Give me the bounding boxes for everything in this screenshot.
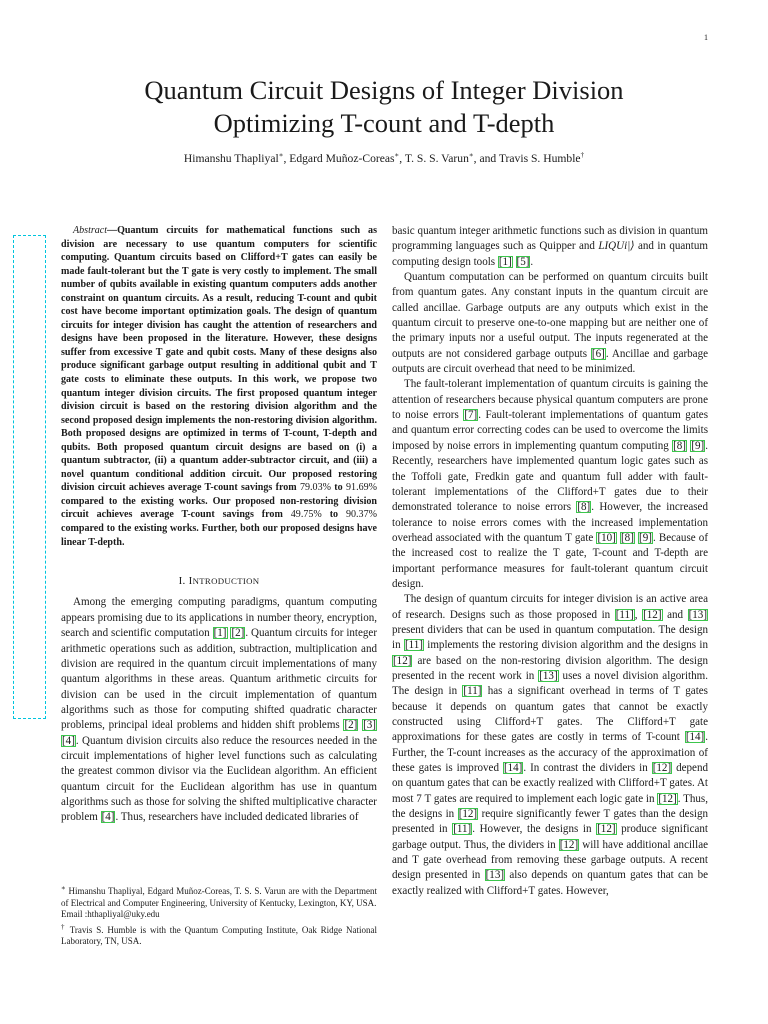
abstract-text-4: to: [321, 509, 346, 521]
citation-link[interactable]: [13]: [485, 869, 505, 882]
body-text: . Because of the increased cost to realize the T gate, T-count and T-depth are important performance measures for fault-tolerant quantum circuit design.: [392, 531, 708, 590]
body-text: produce significant garbage output. Thus, the dividers in: [392, 823, 708, 851]
citation-link[interactable]: [1]: [213, 627, 227, 640]
footnotes: [61, 883, 377, 948]
author-1: Himanshu Thapliyal: [183, 151, 279, 165]
section-title-rest: NTRODUCTION: [192, 576, 260, 587]
citation-link[interactable]: [11]: [615, 608, 634, 621]
body-text: has a significant overhead in terms of T gates because it depends on quantum gates that cannot be exactly constructed using Clifford+T gates. The Clifford+T gate approximations for these gates are costly in terms of T-count: [392, 685, 708, 744]
right-column: [392, 224, 708, 899]
body-paragraph-3: [392, 377, 708, 592]
abstract-label: Abstract: [73, 225, 108, 236]
section-heading-introduction: [61, 574, 377, 589]
author-1-mark: ∗: [278, 151, 284, 159]
body-text: will have additional ancillae and T gate overhead from removing these garbage outputs. A recent design presented in: [392, 838, 708, 882]
citation-link[interactable]: [3]: [363, 719, 376, 732]
body-text: The design of quantum circuits for integer division is an active area of research. Designs such as those proposed in: [392, 593, 708, 621]
body-text: require significantly fewer T gates than the design presented in: [392, 808, 708, 836]
intro-text: . Quantum division circuits also reduce the resources needed in the circuit implementations of higher level functions such as calculating the greatest common divisor via the Euclidean algorithm. An efficient quantum circuit for the Euclidean algorithm has use in quantum algorithms such as those for solving the shifted multiplicative character problem: [61, 734, 377, 824]
body-text: also depends on quantum gates that can be exactly realized with Clifford+T gates. However,: [392, 869, 709, 897]
body-text: . Further, the T-count increases as the accuracy of the approximation of these gates is improved: [392, 731, 708, 775]
citation-link[interactable]: [12]: [597, 823, 616, 836]
liquid-name: LIQUi|⟩: [598, 240, 635, 253]
intro-text: Among the emerging computing paradigms, quantum computing appears promising due to its applications in number theory, encryption, search and scientific computation: [61, 596, 377, 640]
author-3: , T. S. S. Varun: [399, 151, 469, 165]
citation-link[interactable]: [10]: [597, 531, 616, 544]
body-text: and in quantum computing design tools: [392, 240, 708, 268]
tcount-value-1: 79.03%: [299, 482, 331, 494]
citation-link[interactable]: [8]: [621, 531, 634, 544]
citation-link[interactable]: [9]: [691, 439, 705, 452]
title-line-2: Optimizing T-count and T-depth: [213, 108, 555, 138]
tcount-value-2: 91.69%: [346, 482, 377, 494]
page-number: 1: [704, 33, 708, 42]
body-text: . Ancillae and garbage outputs are circuit overhead that need to be minimized.: [392, 347, 709, 376]
title-line-1: Quantum Circuit Designs of Integer Division: [144, 75, 624, 105]
citation-link[interactable]: [11]: [453, 823, 472, 836]
body-text: . In contrast the dividers in: [523, 762, 652, 775]
author-4-mark: †: [580, 151, 585, 159]
citation-link[interactable]: [14]: [685, 731, 705, 744]
author-list: [60, 151, 708, 165]
body-text: ,: [634, 608, 643, 621]
citation-link[interactable]: [6]: [591, 347, 605, 360]
citation-link[interactable]: [8]: [673, 439, 686, 452]
body-text: implements the restoring division algorithm and the designs in: [423, 639, 708, 652]
citation-link[interactable]: [2]: [231, 627, 245, 640]
tcount-value-4: 90.37%: [346, 509, 377, 521]
body-text: depend on quantum gates that can be exactly realized with Clifford+T gates. At most 7 T gates are required to implement each logic gate in: [392, 762, 708, 805]
citation-link[interactable]: [8]: [577, 501, 591, 514]
body-text: uses a novel division algorithm. The design in: [392, 669, 709, 698]
citation-link[interactable]: [12]: [643, 608, 662, 621]
body-paragraph-1: [392, 224, 708, 270]
citation-link[interactable]: [13]: [688, 608, 707, 621]
footnote-2-mark: †: [61, 922, 67, 931]
citation-link[interactable]: [5]: [516, 255, 530, 268]
author-2-mark: ∗: [394, 151, 400, 159]
left-column: [61, 224, 377, 826]
citation-link[interactable]: [12]: [652, 762, 672, 775]
citation-link[interactable]: [11]: [463, 685, 482, 698]
tcount-value-3: 49.75%: [290, 509, 322, 521]
abstract: [61, 224, 377, 549]
citation-link[interactable]: [12]: [393, 654, 412, 667]
body-text: .: [530, 255, 534, 268]
body-text: . Thus, the designs in: [392, 792, 708, 821]
body-text: and: [662, 608, 688, 621]
citation-link[interactable]: [12]: [458, 808, 478, 821]
footnote-1-mark: ∗: [61, 884, 66, 892]
citation-link[interactable]: [13]: [539, 669, 558, 682]
abstract-text-1: —Quantum circuits for mathematical functions such as division are necessary to use quantum computers for scientific computing. Quantum circuits based on Clifford+T gates can easily be made fault-tolerant but the T gate is very costly to implement. The small number of qubits available in existing quantum computers adds another constraint on quantum circuits. As a result, reducing T-count and qubit cost have become important optimization goals. The design of quantum circuits for integer division has caught the attention of researchers and designs have been proposed in the literature. However, these designs suffer from excessive T gate and qubit costs. Many of these designs also produce significant garbage output resulting in additional qubit and T gate costs to eliminate these outputs. In this work, we propose two quantum integer division circuits. The first proposed quantum integer division circuit is based on the restoring division algorithm and the second proposed design implements the non-restoring division algorithm. Both proposed designs are optimized in terms of T-count, T-depth and qubits. Both proposed quantum circuit designs are based on (i) a quantum subtractor, (ii) a quantum adder-subtractor circuit, and (iii) a novel quantum conditional addition circuit. Our proposed restoring division circuit achieves average T-count savings from: [61, 225, 377, 494]
citation-link[interactable]: [7]: [464, 409, 478, 422]
abstract-text-5: compared to the existing works. Further, both our proposed designs have linear T-depth.: [61, 523, 377, 548]
body-paragraph-4: [392, 592, 708, 899]
section-numeral: I. I: [178, 575, 193, 588]
body-text: . Recently, researchers have implemented quantum logic gates such as the Toffoli gate, Fredkin gate and quantum full adder with fault-tolerant implementations of the Clifford+T gates due to their demonstrated tolerance to noise errors: [392, 439, 708, 514]
abstract-text-2: to: [330, 482, 347, 494]
citation-link[interactable]: [4]: [101, 811, 115, 824]
citation-link[interactable]: [14]: [503, 762, 523, 775]
body-text: are based on the non-restoring division algorithm. The design presented in the recent work in: [392, 654, 708, 682]
paper-title: [60, 74, 708, 140]
author-2: , Edgard Muñoz-Coreas: [283, 151, 395, 165]
author-3-mark: ∗: [468, 151, 474, 159]
footnote-2-text: Travis S. Humble is with the Quantum Computing Institute, Oak Ridge National Laboratory, TN, USA.: [61, 924, 377, 946]
body-text: The fault-tolerant implementation of quantum circuits is gaining the attention of researchers because physical quantum computers are prone to noise errors: [392, 378, 708, 422]
body-text: . However, the increased tolerance to noise errors comes with the increased implementation overhead associated with the quantum T gate: [392, 501, 708, 544]
citation-link[interactable]: [11]: [404, 639, 423, 652]
footnote-2: [61, 922, 377, 948]
citation-link[interactable]: [1]: [498, 255, 512, 268]
footnote-email: Email :hthapliyal@uky.edu: [61, 909, 160, 919]
citation-link[interactable]: [9]: [639, 531, 652, 544]
citation-link[interactable]: [12]: [658, 792, 677, 805]
citation-link[interactable]: [12]: [559, 838, 579, 851]
footnote-1: [61, 883, 377, 921]
body-text: . Fault-tolerant implementations of quantum gates and quantum error correcting codes can be used to overcome the limits imposed by noise errors in implementing quantum computing: [392, 409, 708, 452]
intro-text: . Quantum circuits for integer arithmetic operations such as addition, subtraction, multiplication and division are required in the quantum circuit implementations of many quantum algorithms in these areas. Quantum arithmetic circuits for division can be used in the circuit implementation of quantum algorithms such as those for computing shifted quadratic character problems, principal ideal problems and hidden shift problems: [61, 627, 377, 732]
body-text: present dividers that can be used in quantum computation. The design in: [392, 623, 708, 652]
intro-paragraph: [61, 595, 377, 825]
body-text: basic quantum integer arithmetic functions such as division in quantum programming languages such as Quipper and: [392, 225, 708, 253]
footnote-1-text: Himanshu Thapliyal, Edgard Muñoz-Coreas, T. S. S. Varun are with the Department of Electrical and Computer Engineering, University of Kentucky, Lexington, KY, USA.: [61, 886, 377, 908]
author-4: , and Travis S. Humble: [473, 151, 581, 165]
abstract-text-3: compared to the existing works. Our proposed non-restoring division circuit achieves average T-count savings from: [61, 495, 377, 521]
body-text: Quantum computation can be performed on quantum circuits built from quantum gates. Any constant inputs in the quantum circuit are called ancillae. Garbage outputs are any outputs which exist in the quantum circuit to preserve one-to-one mapping but are neither one of the primary inputs nor a useful output. The inputs regenerated at the outputs are not considered garbage outputs: [392, 271, 708, 360]
citation-link[interactable]: [4]: [62, 734, 75, 747]
margin-annotation-box: [13, 235, 46, 719]
intro-text: . Thus, researchers have included dedicated libraries of: [115, 811, 359, 824]
body-text: . However, the designs in: [472, 823, 597, 836]
body-paragraph-2: [392, 270, 708, 377]
citation-link[interactable]: [2]: [344, 719, 358, 732]
